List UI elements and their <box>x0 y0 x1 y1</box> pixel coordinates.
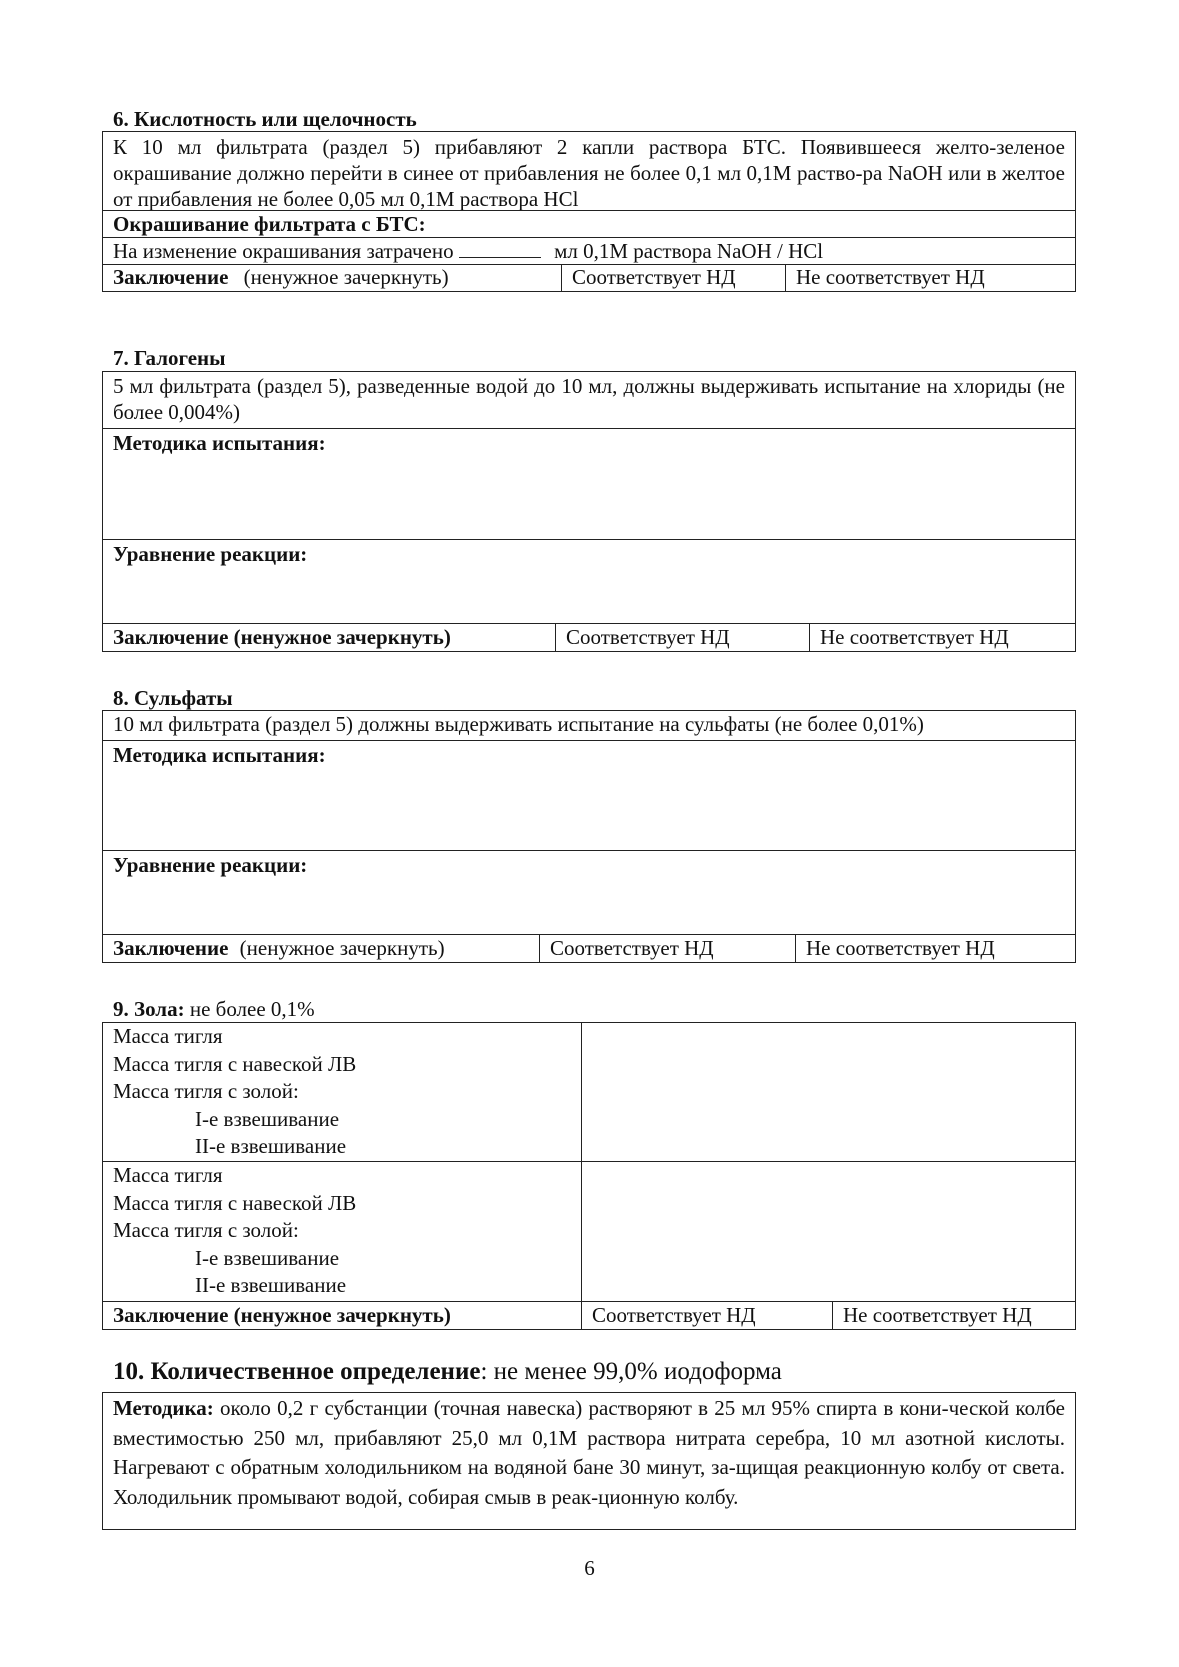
section-7-table <box>102 371 1076 652</box>
ash-2-second-weighing: II-е взвешивание <box>195 1273 347 1297</box>
section-8-equation-label: Уравнение реакции: <box>103 850 1075 934</box>
section-6-spent-prefix: На изменение окрашивания затрачено <box>113 239 454 263</box>
ash-measurement-1 <box>103 1023 1075 1161</box>
section-8-conclusion-note: (ненужное зачеркнуть) <box>239 936 445 960</box>
section-9-not-complies-option[interactable]: Не соответствует НД <box>832 1302 1075 1329</box>
section-8-method-label: Методика испытания: <box>103 740 1075 850</box>
ash-2-first-weighing: I-е взвешивание <box>195 1245 340 1270</box>
section-9-title: 9. Зола: <box>113 997 185 1021</box>
section-8-text: 10 мл фильтрата (раздел 5) должны выдерживать испытание на сульфаты (не более 0,01%) <box>113 712 924 736</box>
section-8-table <box>102 710 1076 963</box>
section-8-conclusion-label: Заключение <box>113 936 229 960</box>
section-9-complies-option[interactable]: Соответствует НД <box>581 1302 832 1329</box>
page-number: 6 <box>584 1556 595 1580</box>
section-10-method-label: Методика: <box>113 1396 214 1420</box>
section-6-conclusion-row <box>103 264 1075 291</box>
section-6-conclusion-label: Заключение <box>113 265 229 289</box>
section-9-limit: не более 0,1% <box>189 997 315 1021</box>
section-7-not-complies-option[interactable]: Не соответствует НД <box>809 624 1075 651</box>
section-7-title: 7. Галогены <box>113 346 226 370</box>
section-7-method-label: Методика испытания: <box>103 428 1075 539</box>
section-6-conclusion-note: (ненужное зачеркнуть) <box>243 265 449 289</box>
section-10-title: 10. Количественное определение <box>113 1358 481 1385</box>
ash-measurement-2 <box>103 1161 1075 1301</box>
section-10-limit: : не менее 99,0% иодоформа <box>480 1358 782 1385</box>
section-10-method <box>103 1393 1075 1512</box>
section-6-spent-suffix: мл 0,1М раствора NaOH / HCl <box>554 239 824 263</box>
section-8-conclusion <box>103 935 539 962</box>
section-8-title: 8. Сульфаты <box>113 686 233 710</box>
section-6-text: К 10 мл фильтрата (раздел 5) прибавляют 2 капли раствора БТС. Появившееся желто-зеленое окрашивание должно перейти в синее от прибавления не более 0,1 мл 0,1М раство-ра NaOH или в желтое от прибавления не более 0,05 мл 0,1М раствора HCl <box>113 135 1065 211</box>
section-7-equation-label: Уравнение реакции: <box>103 539 1075 623</box>
section-6-table <box>102 131 1076 292</box>
ash-measurement-1-values[interactable] <box>581 1023 1075 1161</box>
section-6-not-complies-option[interactable]: Не соответствует НД <box>785 265 1075 291</box>
ash-measurement-2-labels <box>103 1162 581 1301</box>
section-8-not-complies-option[interactable]: Не соответствует НД <box>795 935 1075 962</box>
spent-volume-blank[interactable] <box>459 241 541 258</box>
ash-2-crucible-ash-mass: Масса тигля с золой: <box>113 1218 299 1242</box>
ash-1-second-weighing: II-е взвешивание <box>195 1134 347 1158</box>
ash-measurement-1-labels <box>103 1023 581 1161</box>
section-6-color-label: Окрашивание фильтрата с БТС: <box>103 210 1075 237</box>
section-8-complies-option[interactable]: Соответствует НД <box>539 935 795 962</box>
ash-2-crucible-sample-mass: Масса тигля с навеской ЛВ <box>113 1190 357 1215</box>
section-7-complies-option[interactable]: Соответствует НД <box>555 624 809 651</box>
ash-2-crucible-mass: Масса тигля <box>113 1163 223 1187</box>
section-7-text: 5 мл фильтрата (раздел 5), разведенные водой до 10 мл, должны выдерживать испытание на хлориды (не более 0,004%) <box>113 374 1065 424</box>
ash-1-crucible-sample-mass: Масса тигля с навеской ЛВ <box>113 1051 357 1076</box>
section-6-title: 6. Кислотность или щелочность <box>113 107 417 131</box>
ash-measurement-2-values[interactable] <box>581 1162 1075 1301</box>
section-10-table <box>102 1392 1076 1530</box>
section-10-title-row <box>113 1357 782 1387</box>
ash-1-crucible-ash-mass: Масса тигля с золой: <box>113 1079 299 1103</box>
section-8-conclusion-row <box>103 934 1075 962</box>
section-9-conclusion: Заключение (ненужное зачеркнуть) <box>113 1303 451 1327</box>
section-10-method-text: около 0,2 г субстанции (точная навеска) растворяют в 25 мл 95% спирта в кони-ческой колбе вместимостью 250 мл, прибавляют 25,0 мл 0,1М раствора нитрата серебра, 10 мл азотной кислоты. Нагревают с обратным холодильником на водяной бане 30 минут, за-щищая реакционную колбу от света. Холодильник промывают водой, собирая смыв в реак-ционную колбу. <box>113 1396 1065 1509</box>
section-9-conclusion-row <box>103 1301 1075 1329</box>
section-6-spent-row <box>103 237 1075 264</box>
section-9-table <box>102 1022 1076 1330</box>
section-9-title-row <box>113 997 315 1022</box>
section-6-complies-option[interactable]: Соответствует НД <box>561 265 785 291</box>
section-7-conclusion-row <box>103 623 1075 651</box>
ash-1-first-weighing: I-е взвешивание <box>195 1106 340 1131</box>
ash-1-crucible-mass: Масса тигля <box>113 1024 223 1048</box>
section-7-conclusion: Заключение (ненужное зачеркнуть) <box>113 625 451 649</box>
section-6-conclusion <box>103 265 561 291</box>
